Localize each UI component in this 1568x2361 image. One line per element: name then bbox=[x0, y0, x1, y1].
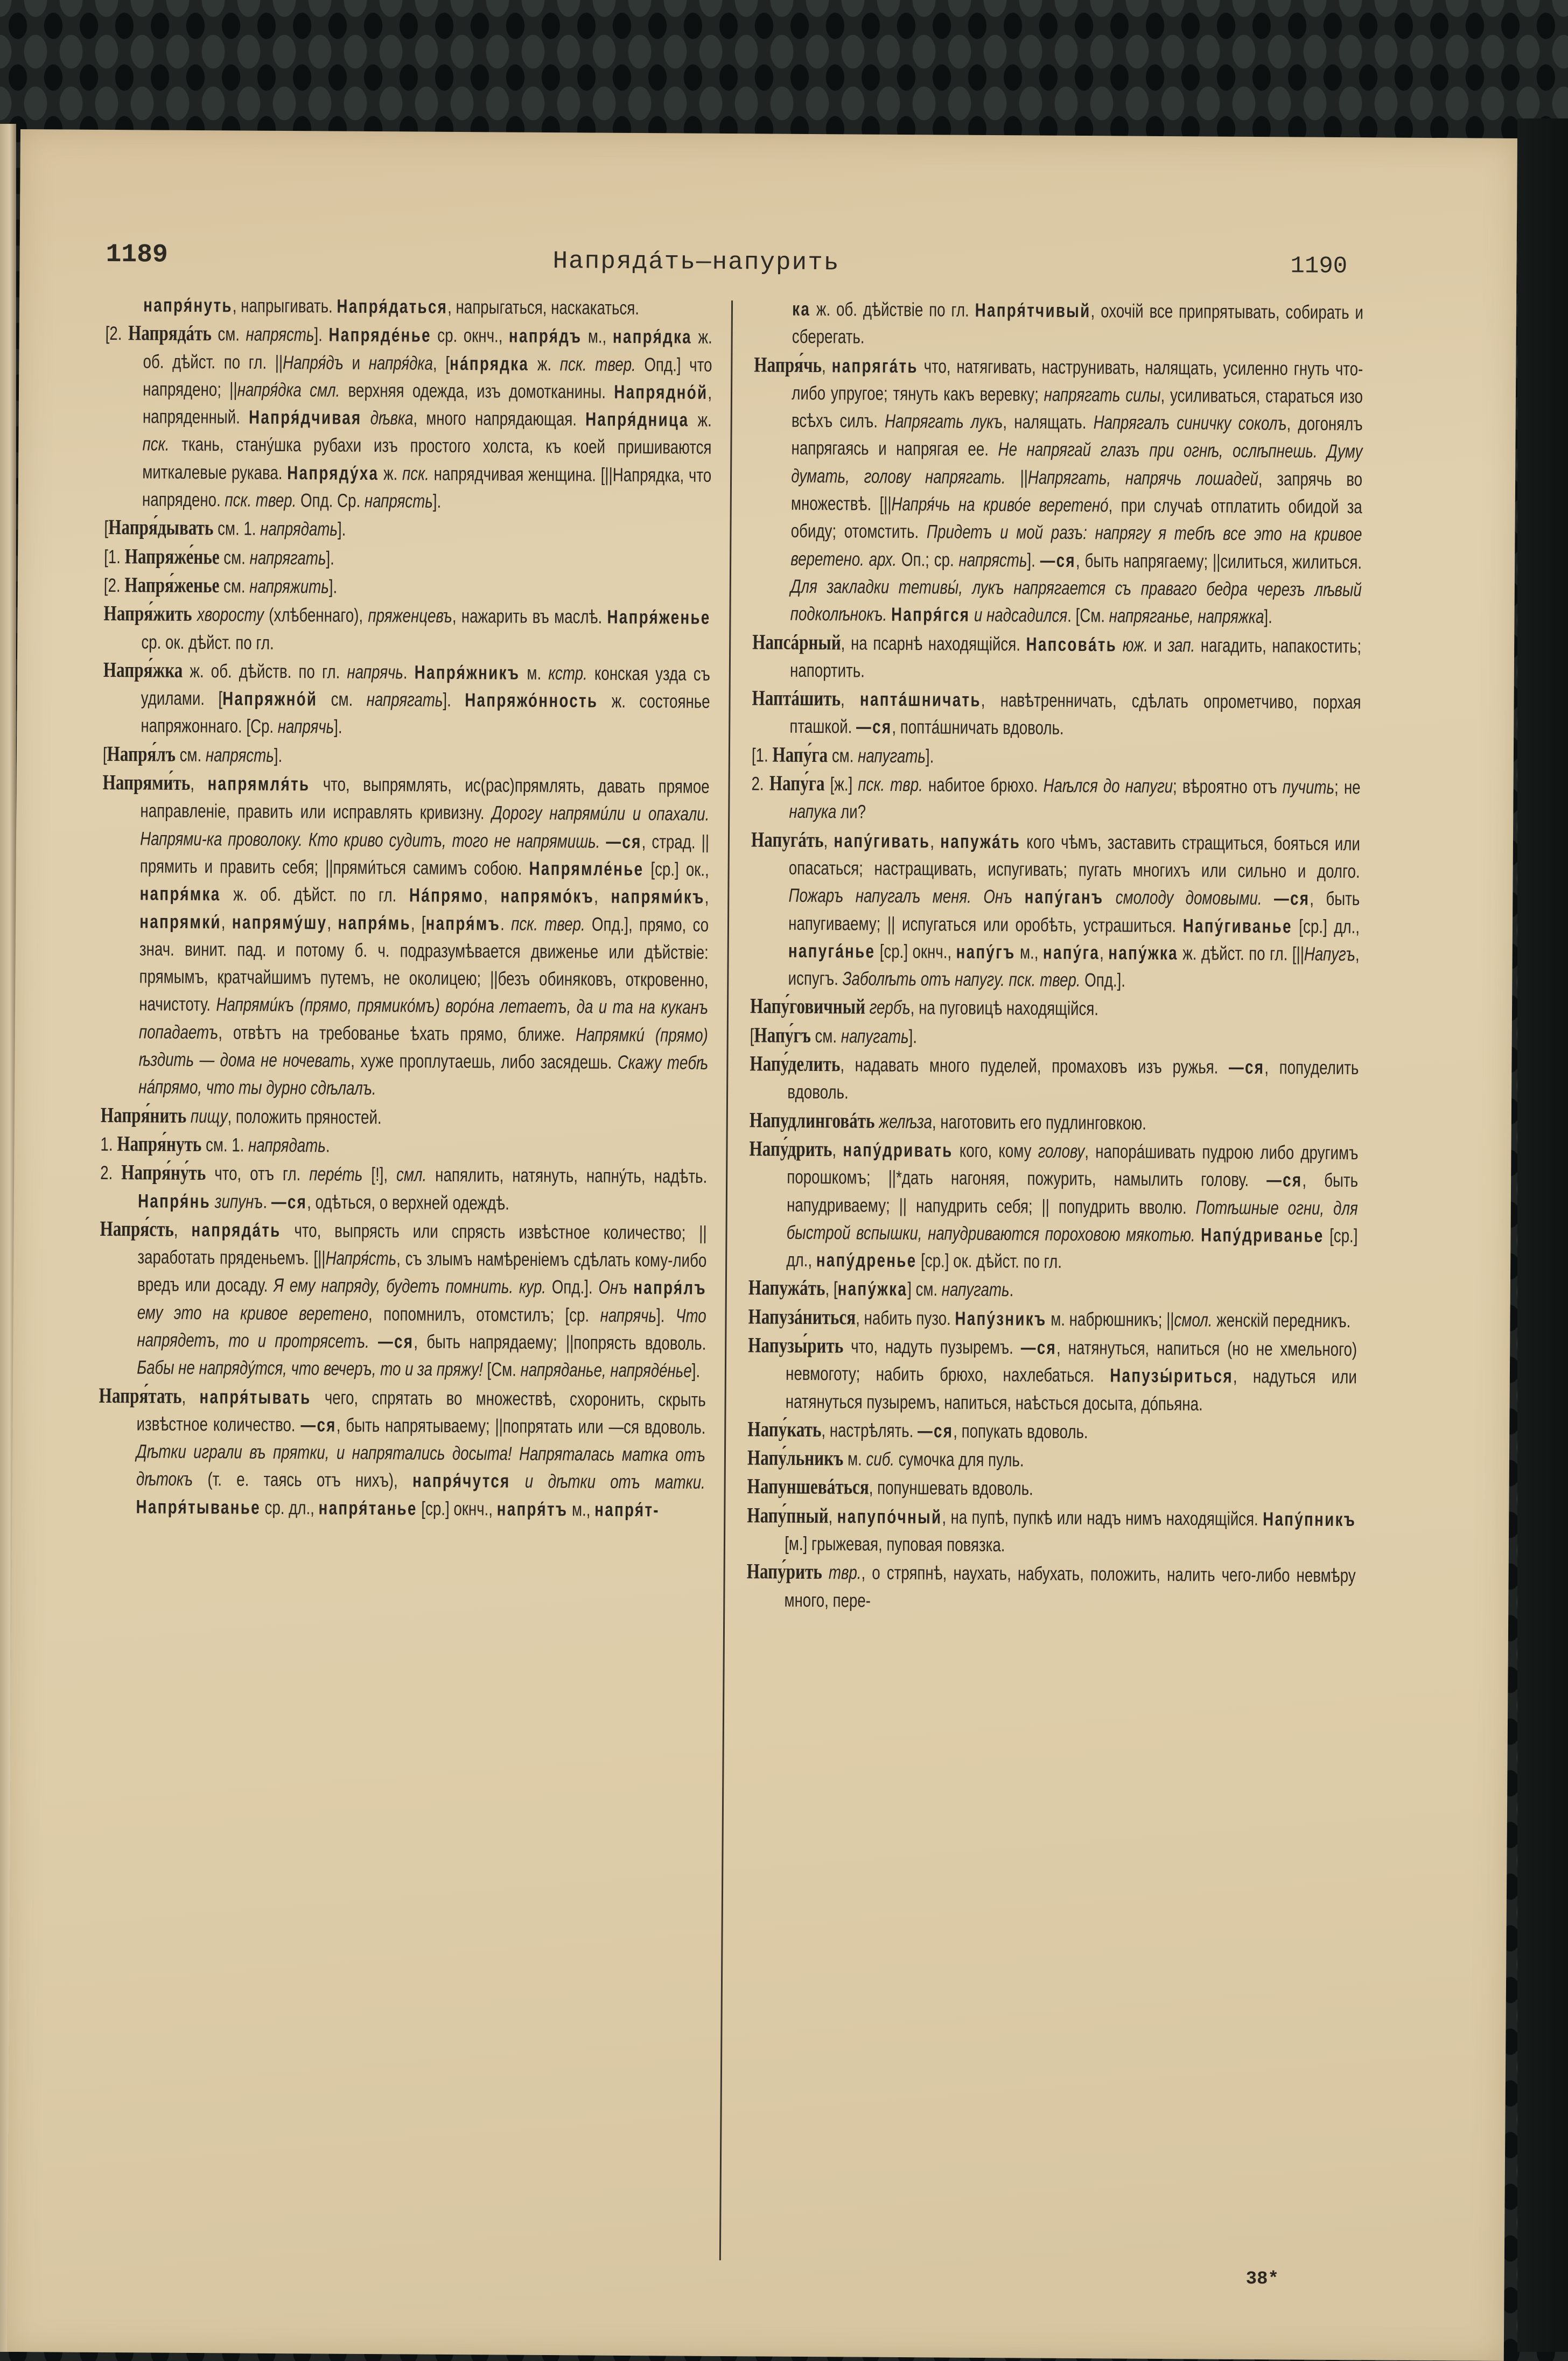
dictionary-entry: Напу́говичный гербъ, на пуговицѣ находящійся. bbox=[750, 993, 1099, 1020]
dictionary-entry: [Напу́гъ см. напугать]. bbox=[750, 1022, 918, 1047]
signature-mark: 38* bbox=[1245, 2268, 1279, 2290]
running-head bbox=[19, 240, 1516, 286]
dictionary-entry: Напря́жить хворосту (хлѣбеннаго), пряженцевъ, нажарить въ маслѣ. Напря́женье ср. ок. дѣйст. по гл. bbox=[103, 601, 711, 654]
dictionary-entry: [1. Напряже́нье см. напрягать]. bbox=[104, 543, 334, 569]
dictionary-entry: Напу́кать, настрѣлять. —ся, попукать вдоволь. bbox=[747, 1417, 1088, 1443]
dictionary-entry: [2. Напрядáть см. напрясть]. Напряде́нье ср. окнч., напря́дъ м., напря́дка ж. об. дѣйст. по гл. ||Напря́дъ и напря́дка, [нáпрядка ж. пск. твер. Опд.] что напрядено; ||напря́дка смл. верхняя одежда, изъ домотканины. Напрядно́й, напряденный. Напря́дчивая дѣвка, много напрядающая. Напря́дница ж. пск. ткань, стану́шка рубахи изъ простого холста, къ коей пришиваются миткалевые рукава. Напряду́ха ж. пск. напрядчивая женщина. [||Напрядка, что напрядено. пск. твер. Опд. Ср. напрясть]. bbox=[105, 320, 712, 512]
dictionary-entry: Напужáть, [напу́жка] см. напугать. bbox=[748, 1275, 1014, 1301]
dictionary-entry: Наптáшить, наптáшничать, навѣтренничать, сдѣлать опрометчиво, порхая пташкой. —ся, поптáшничать вдоволь. bbox=[752, 685, 1361, 739]
dictionary-entry: 1. Напря́нуть см. 1. напрядать. bbox=[100, 1131, 330, 1157]
right-column bbox=[746, 295, 1363, 1617]
dictionary-entry: Напря́сть, напрядáть что, выпрясть или спрясть извѣстное количество; ||заработать пряденьемъ. [||Напря́сть, съ злымъ намѣреніемъ сдѣлать кому-либо вредъ или досаду. Я ему напряду, будетъ помнить. кур. Опд.]. Онъ напря́лъ ему это на кривое веретено, попомнилъ, отомстилъ; [ср. напрячь]. Что напрядетъ, то и протрясетъ. —ся, быть напрядаему; ||попрясть вдоволь. Бабы не напряду́тся, что вечеръ, то и за пряжу! [См. напряданье, напряде́нье]. bbox=[100, 1216, 707, 1382]
dictionary-entry: Напсáрный, на псарнѣ находящійся. Напсовáть юж. и зап. нагадить, напакостить; напортить. bbox=[752, 629, 1362, 682]
dictionary-entry: Напря́чь, напрягáть что, натягивать, наструнивать, налящать, усиленно гнуть что-либо упругое; тянуть какъ веревку; напрягать силы, усиливаться, стараться изо всѣхъ силъ. Напрягать лукъ, налящать. Напрягалъ синичку соколъ, догонялъ напрягаясь и напрягая ее. Не напрягай глазъ при огнѣ, ослѣпнешь. Думу думать, голову напрягать. ||Напрягать, напрячь лошадей, запрячь во множествѣ. [||Напря́чь на криво́е веретено́, при случаѣ отплатить обидой за обиду; отомстить. Придетъ и мой разъ: напрягу я тебѣ все это на кривое веретено. арх. Оп.; ср. напрясть]. —ся, быть напрягаему; ||силиться, жилиться. Для закладки тетивы́, лукъ напрягается съ праваго бедра черезъ лѣвый подколѣнокъ. Напря́гся и надсадился. [См. напряганье, напряжка]. bbox=[754, 352, 1363, 628]
dictionary-entry: Напу́делить, надавать много пуделей, промаховъ изъ ружья. —ся, попуделить вдоволь. bbox=[750, 1051, 1359, 1103]
dictionary-entry: Напузы́рить что, надуть пузыремъ. —ся, натянуться, напиться (но не хмельного) невмоготу; набить брюхо, нахлебаться. Напузы́риться, надуться или натянуться пузыремъ, напиться, наѣсться досыта, дóпьяна. bbox=[748, 1333, 1357, 1415]
left-column bbox=[98, 291, 712, 1524]
dictionary-entry: Напузáниться, набить пузо. Напу́зникъ м. набрюшникъ; ||смол. женскій передникъ. bbox=[748, 1304, 1351, 1332]
dictionary-entry: ка ж. об. дѣйствіе по гл. Напря́тчивый, охочій все припрятывать, собирать и сберегать. bbox=[792, 298, 1364, 348]
page-number-left: 1189 bbox=[106, 240, 168, 270]
dictionary-entry: Напрями́ть, напрямля́ть что, выпрямлять, ис(рас)прямлять, давать прямое направленіе, править или исправлять кривизну. Дорогу напрями́ли и опахали. Напрями-ка проволоку. Кто криво судитъ, того не напрямишь. —ся, страд. || прямить и править себя; ||прями́ться самимъ собою. Напрямле́нье [ср.] ок., напря́мка ж. об. дѣйст. по гл. Нáпрямо, напрямо́къ, напрями́къ, напрямки́, напряму́шу, напря́мь, [напря́мъ. пск. твер. Опд.], прямо, со знач. винит. пад. и потому б. ч. подразумѣвается движенье или дѣйствіе: прямымъ, кратчайшимъ путемъ, не околицею; ||безъ обиняковъ, откровенно, начистоту. Напрями́къ (прямо, прямико́мъ) воро́на летаетъ, да и та на куканъ попадаетъ, отвѣтъ на требованье ѣхать прямо, ближе. Напрямки́ (прямо) ѣздить — дома не ночевать, хуже проплутаешь, либо засядешь. Скажу тебѣ нáпрямо, что ты дурно сдѣлалъ. bbox=[102, 770, 710, 1099]
dictionary-entry: Напу́рить твр., о стряпнѣ, наухать, набухать, положить, налить чего-либо невмѣру много, пере- bbox=[746, 1559, 1356, 1612]
book-cover-edge bbox=[1517, 118, 1568, 2352]
page-header-title: Напрядáть—напурить bbox=[552, 247, 840, 277]
dictionary-entry: Напря́тать, напря́тывать чего, спрятать во множествѣ, схоронить, скрыть извѣстное количество. —ся, быть напрятываему; ||попрятать или —ся вдоволь. Дѣтки играли въ прятки, и напрятались досыта! Напряталась матка отъ дѣтокъ (т. е. таясь отъ нихъ), напря́чутся и дѣтки отъ матки. Напря́тыванье ср. дл., напря́танье [ср.] окнч., напря́тъ м., напря́т- bbox=[99, 1383, 706, 1521]
dictionary-entry: Напу́льникъ м. сиб. сумочка для пуль. bbox=[747, 1445, 1024, 1471]
dictionary-entry: Напудлинговáть желѣза, наготовить его пудлинговкою. bbox=[749, 1107, 1147, 1134]
dictionary-entry: Напря́нить пищу, положить пряностей. bbox=[100, 1102, 382, 1128]
dictionary-entry: 2. Напу́га [ж.] пск. твр. набитое брюхо. Наѣлся до напуги; вѣроятно отъ пучить; не напука ли? bbox=[751, 770, 1361, 823]
dictionary-entry: [Напря́лъ см. напрясть]. bbox=[102, 741, 283, 766]
page-number-right: 1190 bbox=[1290, 253, 1348, 281]
dictionary-entry: Напря́жка ж. об. дѣйств. по гл. напрячь. Напря́жникъ м. кстр. конская узда съ удилами. [Напряжно́й см. напрягать]. Напряжо́нность ж. состоянье напряжоннаго. [Ср. напрячь]. bbox=[103, 657, 711, 738]
dictionary-entry: 2. Напря́ну́ть что, отъ гл. пере́ть [!], смл. напялить, натянуть, напну́ть, надѣть. Напря́нь зипунъ. —ся, одѣться, о верхней одеждѣ. bbox=[100, 1160, 708, 1214]
dictionary-entry: Напугáть, напу́гивать, напужáть кого чѣмъ, заставить стращиться, бояться или опасаться; настращивать, испугивать; пугать многихъ или сильно и долго. Пожаръ напугалъ меня. Онъ напу́ганъ смолоду домовыми. —ся, быть напугиваему; || испугаться или оробѣть, устрашиться. Напу́гиванье [ср.] дл., напугáнье [ср.] окнч., напу́гъ м., напу́га, напу́жка ж. дѣйст. по гл. [||Напугъ, испугъ. Заболѣть отъ напугу. пск. твер. Опд.]. bbox=[751, 826, 1361, 991]
dictionary-entry: [2. Напря́женье см. напряжить]. bbox=[103, 572, 338, 598]
column-divider bbox=[719, 300, 733, 2260]
dictionary-entry: Напу́дрить, напу́дривать кого, кому голову, напорáшивать пудрою либо другимъ порошкомъ; ||*дать нагоняя, пожурить, намылить голову. —ся, быть напудриваему; || напудрить себя; || попудрить вволю. Потѣшные огни, для быстрой вспышки, напудриваются пороховою мякотью. Напу́дриванье [ср.] дл., напу́дренье [ср.] ок. дѣйст. по гл. bbox=[749, 1136, 1359, 1272]
dictionary-entry: напря́нуть, напрыгивать. Напря́даться, напрыгаться, наскакаться. bbox=[143, 294, 640, 319]
dictionary-entry: [1. Напу́га см. напугать]. bbox=[751, 742, 934, 767]
dictionary-page bbox=[7, 129, 1517, 2361]
dictionary-entry: Напу́пный, напупо́чный, на пупѣ, пупкѣ или надъ нимъ находящійся. Напу́пникъ [м.] грыжевая, пуповая повязка. bbox=[747, 1503, 1356, 1556]
dictionary-entry: Напуншевáться, попуншевать вдоволь. bbox=[747, 1474, 1033, 1500]
dictionary-entry: [Напря́дывать см. 1. напрядать]. bbox=[104, 515, 346, 541]
